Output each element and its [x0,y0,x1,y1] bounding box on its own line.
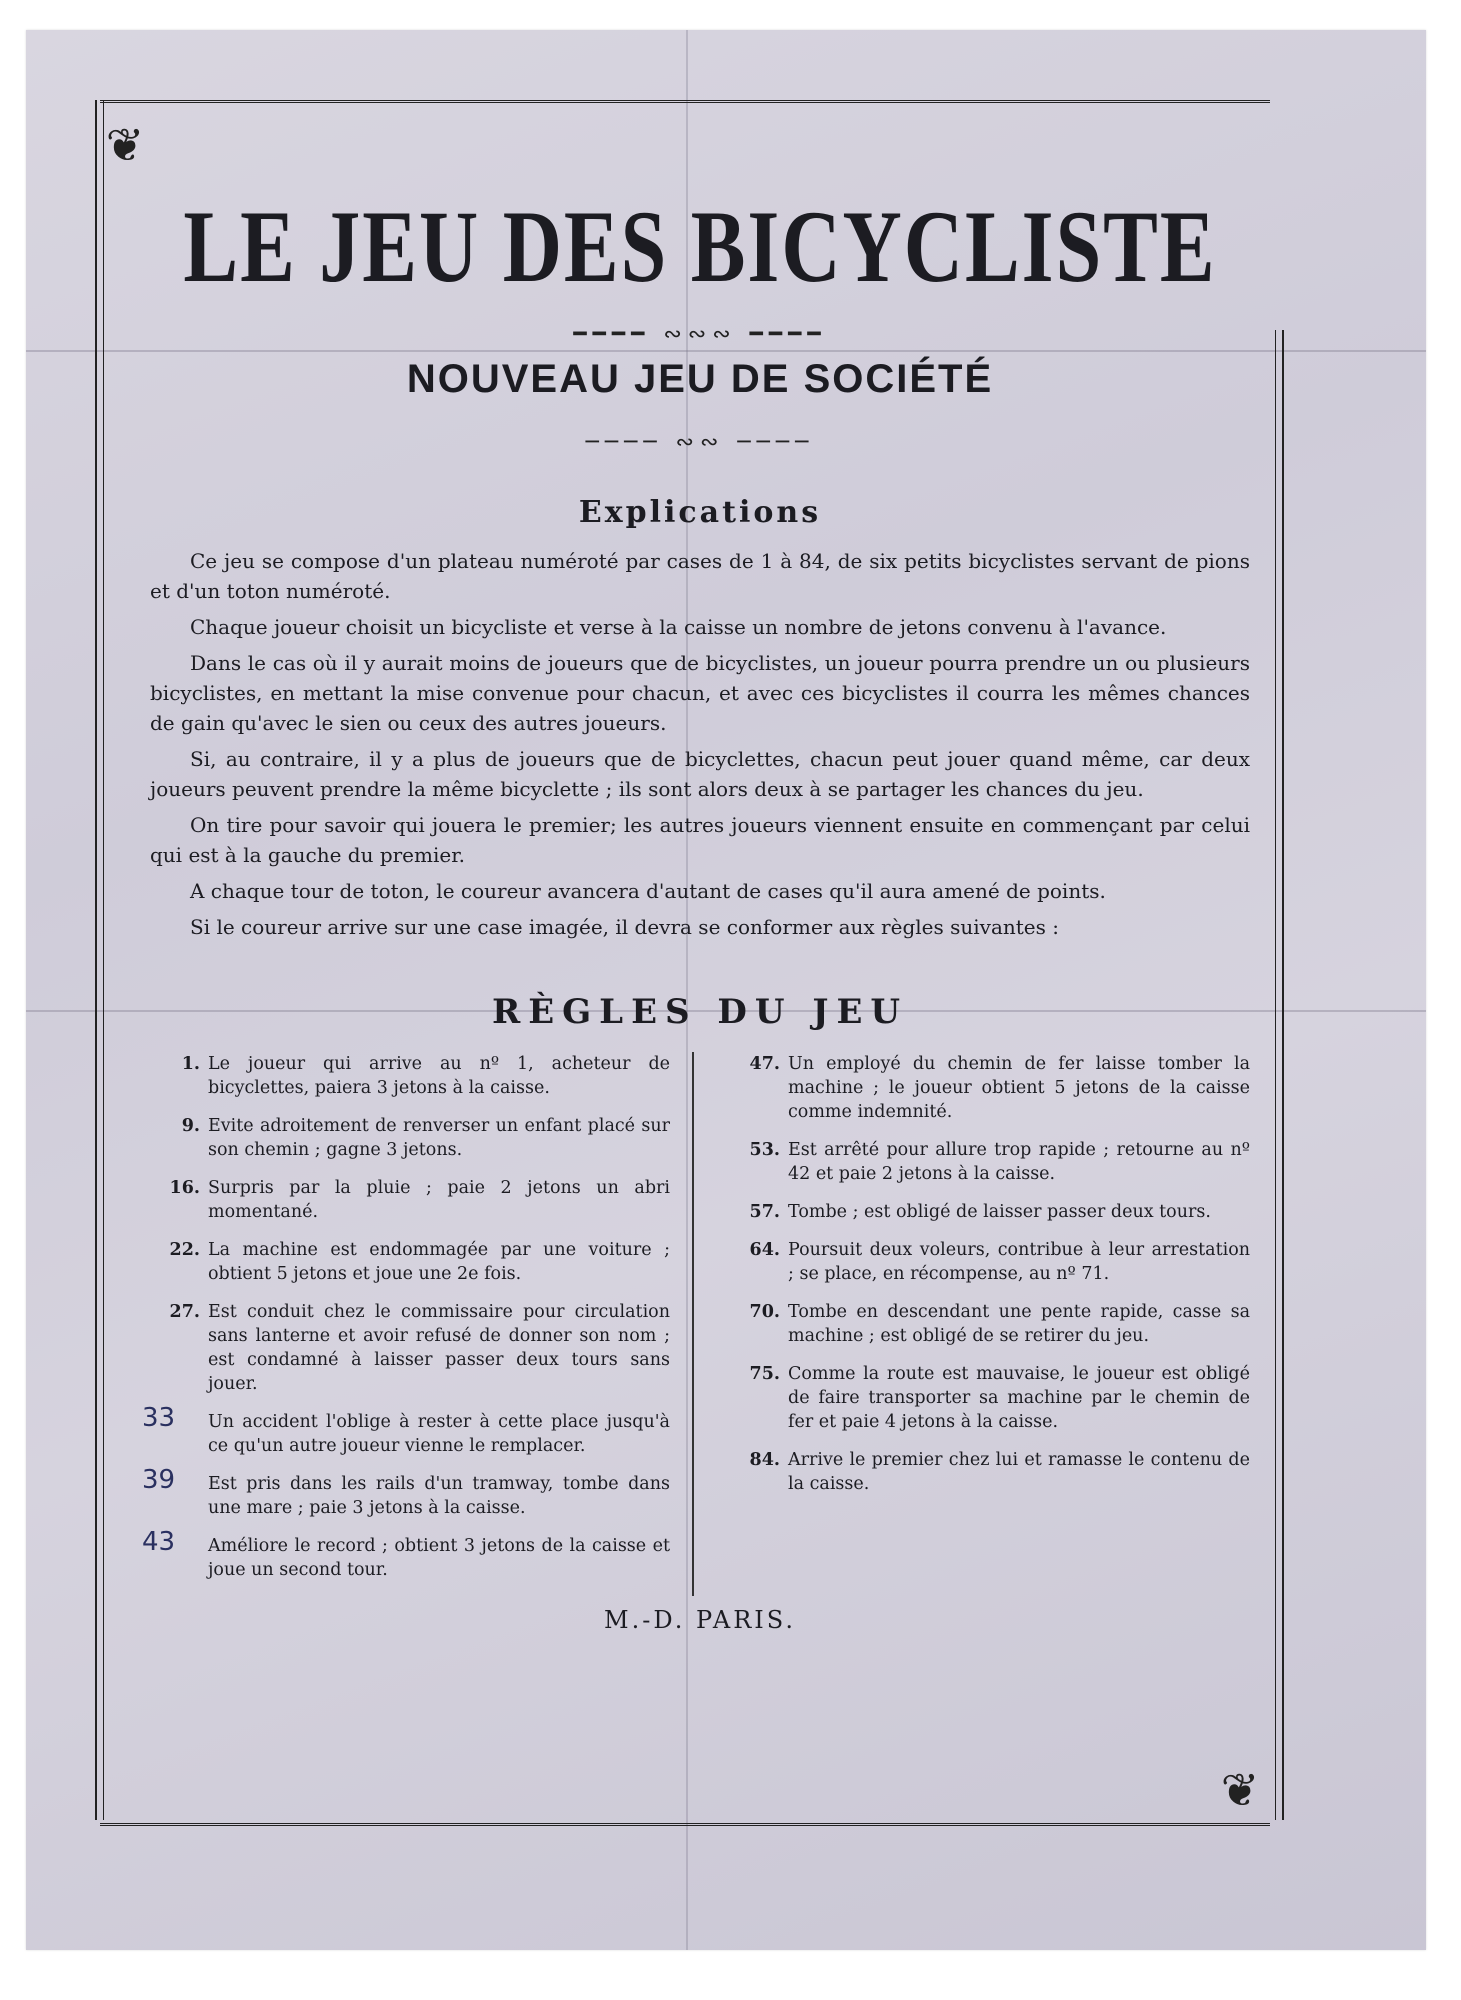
rule-text: Evite adroitement de renverser un enfant placé sur son chemin ; gagne 3 jetons. [208,1116,670,1160]
rule-item [150,1238,670,1286]
rule-item [730,1300,1250,1348]
rule-item [150,1114,670,1162]
explications-title: Explications [578,495,822,530]
explication-paragraph: Si le coureur arrive sur une case imagée, il devra se conformer aux règles suivantes : [190,915,1059,939]
explication-paragraph: On tire pour savoir qui jouera le premier; les autres joueurs viennent ensuite en commençant par celui qui est à la gauche du premier. [150,813,1250,867]
rule-number: 64. [749,1240,780,1260]
rule-text: Comme la route est mauvaise, le joueur est obligé de faire transporter sa machine par le chemin de fer et paie 4 jetons à la caisse. [788,1364,1250,1432]
rule-number: 70. [749,1302,780,1322]
explication-paragraph: A chaque tour de toton, le coureur avancera d'autant de cases qu'il aura amené de points. [190,879,1106,903]
explication-paragraph: Si, au contraire, il y a plus de joueurs que de bicyclettes, chacun peut jouer quand même, car deux joueurs peuvent prendre la même bicyclette ; ils sont alors deux à se partager les chances du jeu. [150,747,1250,801]
rule-number: 75. [749,1364,780,1384]
border-left [95,100,104,1820]
rule-item [730,1448,1250,1496]
rule-text: Poursuit deux voleurs, contribue à leur arrestation ; se place, en récompense, au nº 71. [788,1240,1250,1284]
explication-paragraph: Dans le cas où il y aurait moins de joueurs que de bicyclistes, un joueur pourra prendre un ou plusieurs bicyclistes, en mettant la mise convenue pour chacun, et avec ces bicyclistes il courra les mêmes chances de gain qu'avec le sien ou ceux des autres joueurs. [150,651,1250,735]
rule-item [730,1138,1250,1186]
rule-item [150,1052,670,1100]
rule-text: Est conduit chez le commissaire pour circulation sans lanterne et avoir refusé de donner son nom ; est condamné à laisser passer deux tours sans jouer. [208,1302,670,1394]
rule-item [142,1527,670,1582]
rule-text: Tombe en descendant une pente rapide, casse sa machine ; est obligé de se retirer du jeu. [788,1302,1250,1346]
rules-columns [142,1052,1250,1596]
rule-number: 1. [181,1054,200,1074]
rule-text: Un accident l'oblige à rester à cette place jusqu'à ce qu'un autre joueur vienne le remplacer. [208,1412,670,1456]
handwritten-number: 43 [142,1527,176,1557]
main-title: LE JEU DES BICYCLISTE [183,189,1217,304]
rule-number: 27. [169,1302,200,1322]
rule-text: Améliore le record ; obtient 3 jetons de la caisse et joue un second tour. [208,1536,670,1580]
rule-item [730,1200,1250,1224]
ornament-divider: ──── ∾∾ ──── [585,430,815,455]
rule-number: 16. [169,1178,200,1198]
rule-item [730,1362,1250,1434]
border-right [1275,330,1284,1820]
rule-number: 47. [749,1054,780,1074]
explication-paragraph: Ce jeu se compose d'un plateau numéroté par cases de 1 à 84, de six petits bicyclistes servant de pions et d'un toton numéroté. [150,549,1250,603]
rule-text: Est arrêté pour allure trop rapide ; retourne au nº 42 et paie 2 jetons à la caisse. [788,1140,1250,1184]
rule-item [730,1052,1250,1124]
rule-number: 84. [749,1450,780,1470]
rules-right-column [730,1052,1250,1596]
rule-item [730,1238,1250,1286]
document-body [142,170,1250,1634]
rule-text: Surpris par la pluie ; paie 2 jetons un abri momentané. [208,1178,670,1222]
rule-text: Arrive le premier chez lui et ramasse le contenu de la caisse. [788,1450,1250,1494]
subtitle: NOUVEAU JEU DE SOCIÉTÉ [406,357,994,401]
corner-ornament-icon: ❦ [105,118,145,172]
handwritten-number: 33 [142,1403,176,1433]
rule-item [142,1403,670,1458]
rule-text: Le joueur qui arrive au nº 1, acheteur de bicyclettes, paiera 3 jetons à la caisse. [208,1054,670,1098]
rules-left-column [142,1052,670,1596]
rule-number: 22. [169,1240,200,1260]
rule-text: Est pris dans les rails d'un tramway, tombe dans une mare ; paie 3 jetons à la caisse. [208,1474,670,1518]
ornament-divider: ━━━━ ∾∾∾ ━━━━ [573,322,827,347]
rule-number: 53. [749,1140,780,1160]
handwritten-number: 39 [142,1465,176,1495]
rule-item [142,1465,670,1520]
publisher-signature: M.-D. PARIS. [604,1606,796,1634]
rule-number: 9. [181,1116,200,1136]
rule-text: La machine est endommagée par une voiture ; obtient 5 jetons et joue une 2e fois. [208,1240,670,1284]
rule-number: 57. [749,1202,780,1222]
corner-ornament-icon: ❦ [1220,1763,1260,1817]
rule-text: Un employé du chemin de fer laisse tomber la machine ; le joueur obtient 5 jetons de la caisse comme indemnité. [788,1054,1250,1122]
explication-paragraph: Chaque joueur choisit un bicycliste et verse à la caisse un nombre de jetons convenu à l'avance. [190,615,1167,639]
rule-item [150,1176,670,1224]
rule-item [150,1300,670,1396]
rules-title: RÈGLES DU JEU [491,992,909,1032]
rule-text: Tombe ; est obligé de laisser passer deux tours. [788,1202,1211,1222]
